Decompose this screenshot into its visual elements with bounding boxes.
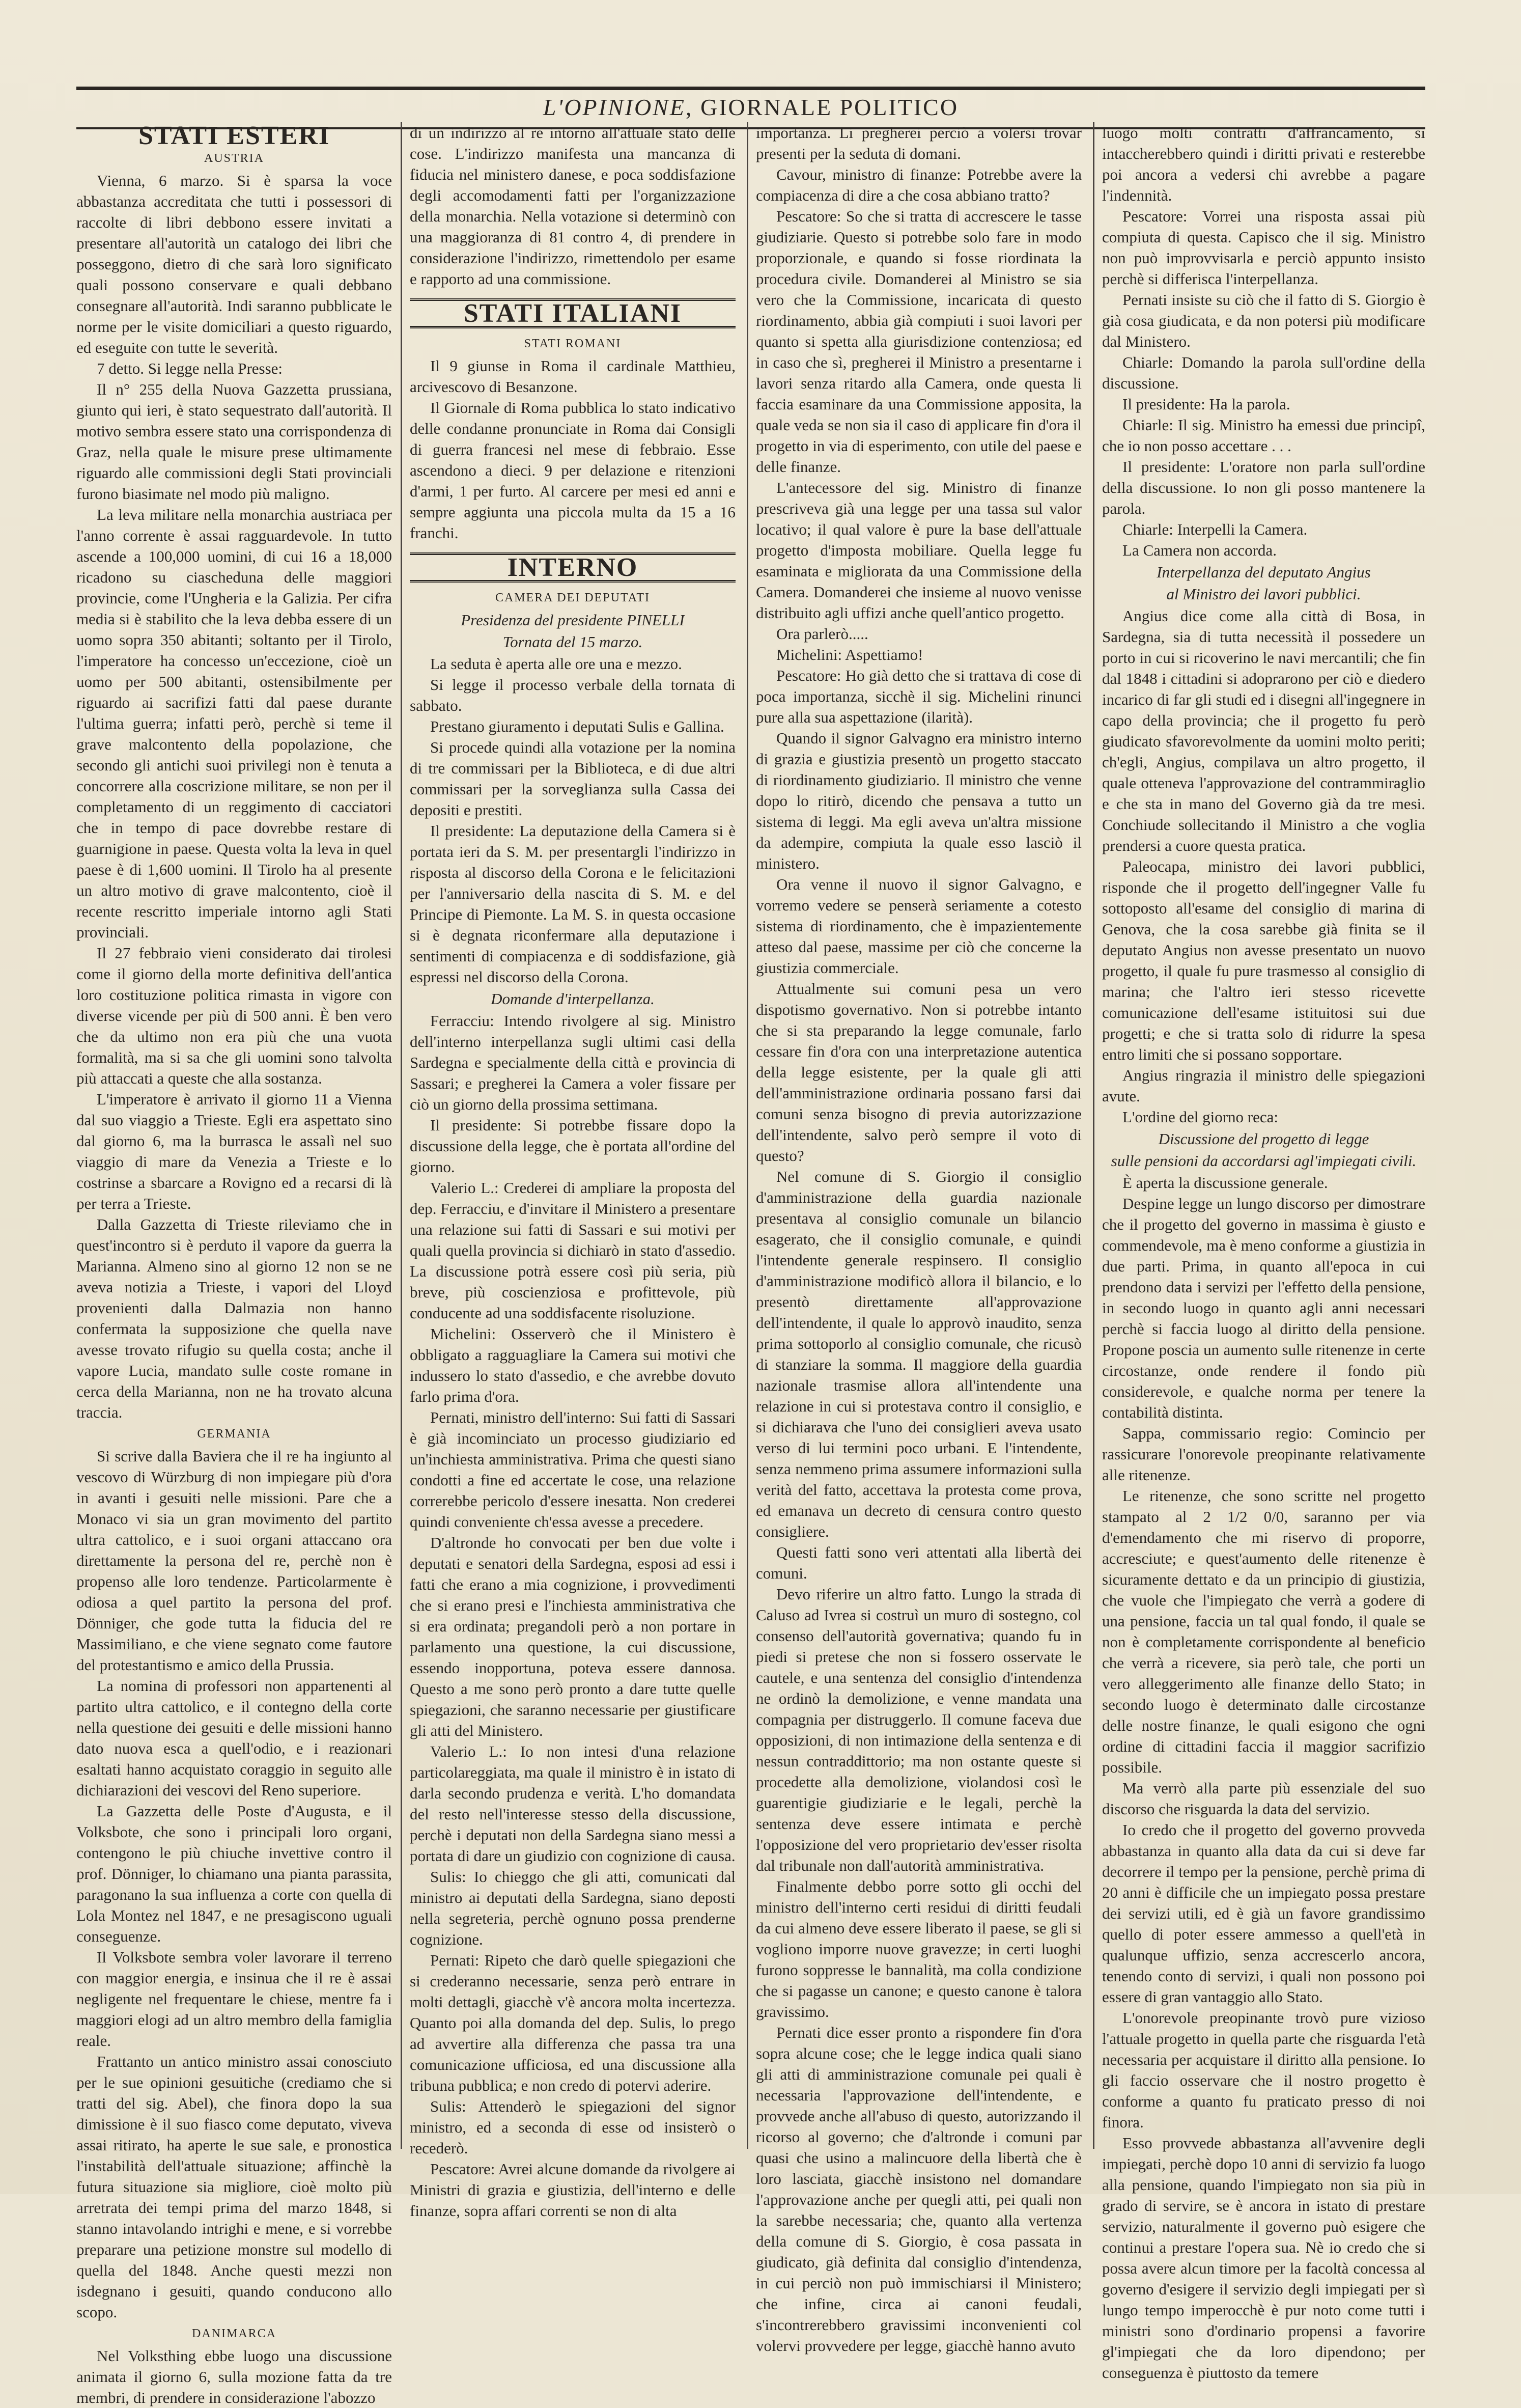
article-paragraph: Questi fatti sono veri attentati alla libertà dei comuni.	[756, 1543, 1082, 1582]
article-paragraph: Devo riferire un altro fatto. Lungo la strada di Caluso ad Ivrea si costruì un muro di sostegno, col consenso dell'autorità governativa; quando fu in piedi si pretese che non si fossero osservate le cautele, e una sentenza del consiglio d'intendenza ne ordinò la demolizione, e venne mandata una compagnia per distruggerlo. Il comune faceva due opposizioni, di non intimazione della sentenza e di nessun contraddittorio; ma non ostante queste si procedette alla demolizione, violandosi così le guarentigie giudiziarie e le legali, perchè la sentenza deve essere intimata e perchè l'opposizione del vero proprietario dev'esser risolta dal tribunale non dall'autorità amministrativa.	[756, 1585, 1082, 1874]
article-paragraph: Si procede quindi alla votazione per la nomina di tre commissari per la Biblioteca, e di due altri commissari per la sorveglianza sulla Cassa dei depositi e prestiti.	[410, 738, 736, 819]
article-paragraph: Chiarle: Interpelli la Camera.	[1122, 520, 1308, 538]
article-paragraph: Pescatore: So che si tratta di accrescere le tasse giudiziarie. Questo si potrebbe solo fare in modo proporzionale, e quando si fosse riordinata la procedura civile. Domanderei al Ministro se sia vero che la Commissione, incaricata di questo riordinamento, abbia già compiuti i suoi lavori per quanto si spetta alla giurisdizione contenziosa; ed in caso che sì, pregherei il Ministro a presentarne i lavori senza ritardo alla Camera, onde questa li faccia esaminare da una Commissione apposita, la quale veda se non sia il caso di applicare fin d'ora il progetto in via di esperimento, con utile del paese e delle finanze.	[756, 207, 1082, 476]
column-2	[410, 122, 736, 2220]
section-heading: STATI ITALIANI	[410, 298, 736, 328]
article-paragraph: Vienna, 6 marzo. Si è sparsa la voce abbastanza accreditata che tutti i possessori di raccolte di libri debbono essere invitati a presentare all'autorità un catalogo dei libri che posseggono, dietro di che sarà loro significato quali possono conservare e quali debbano consegnare all'autorità. Indi saranno pubblicate le norme per le visite domiciliari a questo riguardo, ed eseguite con tutte le severità.	[76, 172, 392, 356]
article-paragraph: Paleocapa, ministro dei lavori pubblici, risponde che il progetto dell'ingegner Valle fu sottoposto all'esame del consiglio di marina di Genova, che la cosa sarebbe già finita se il deputato Angius non avesse presentato un nuovo progetto, il quale fu pure trasmesso al consiglio di marina; che l'altro ieri stesso ricevette comunicazione dell'esame istituitosi sui due progetti; e che si tratta solo di ridurre la spesa entro limiti che si possano sopportare.	[1102, 857, 1425, 1063]
article-paragraph: Il presidente: Si potrebbe fissare dopo la discussione della legge, che è portata all'ordine del giorno.	[410, 1116, 736, 1176]
columns	[76, 121, 1425, 2406]
article-paragraph: Esso provvede abbastanza all'avvenire degli impiegati, perchè dopo 10 anni di servizio fa luogo alla pensione, quando l'impiegato non sia più in grado di servire, se è ancora in istato di prestare servizio, naturalmente il governo può esigere che continui a prestare l'opera sua. Nè io credo che si possa avere alcun timore per la facoltà concessa al governo d'esigere il servizio degli impiegati per sì lungo tempo imperocchè è pur noto come tutti i ministri sono d'ordinario propensi a favorire gl'impiegati che da loro dipendono; per conseguenza è piuttosto da temere	[1102, 2134, 1425, 2382]
article-paragraph: importanza. Li pregherei perciò a volersi trovar presenti per la seduta di domani.	[756, 124, 1082, 162]
article-paragraph: L'ordine del giorno reca:	[1122, 1108, 1278, 1126]
article-paragraph: Ora venne il nuovo il signor Galvagno, e vorremo vedere se penserà seriamente a cotesto sistema di riordinamento, che è impazientemente atteso dal paese, massime per ciò che concerne la giustizia commerciale.	[756, 875, 1082, 977]
article-paragraph: L'onorevole preopinante trovò pure vizioso l'attuale progetto in quella parte che risguarda l'età necessaria per acquistare il diritto alla pensione. Io gli faccio osservare che il nostro progetto è conforme a quanto fu praticato presso di noi finora.	[1102, 2009, 1425, 2131]
article-paragraph: L'antecessore del sig. Ministro di finanze prescriveva già una legge per una tassa sul valor locativo; il qual valore è pure la base dell'attuale progetto d'imposta mobiliare. Quella legge fu esaminata e migliorata da una Commissione della Camera. Domanderei che insieme al nuovo venisse distribuito agli uffizi anche quell'antico progetto.	[756, 479, 1082, 622]
section-heading: STATI ESTERI	[138, 121, 330, 150]
article-paragraph: La seduta è aperta alle ore una e mezzo.	[430, 655, 682, 673]
article-paragraph: Si scrive dalla Baviera che il re ha ingiunto al vescovo di Würzburg di non impiegare più d'ora in avanti i gesuiti nelle missioni. Pare che a Monaco vi sia un gran movimento del partito ultra cattolico, e i suoi organi attaccano ora direttamente la persona del re, perchè non è propenso alle loro tendenze. Particolarmente è odiosa a quel partito la persona del prof. Dönniger, che gode tutta la fiducia del re Massimiliano, e che viene segnato come fautore del protestantismo e amico della Prussia.	[76, 1447, 392, 1674]
article-paragraph: Sulis: Attenderò le spiegazioni del signor ministro, ed a seconda di esse od insisterò o recederò.	[410, 2097, 736, 2157]
article-paragraph: La leva militare nella monarchia austriaca per l'anno corrente è assai ragguardevole. In tutto ascende a 100,000 uomini, di cui 16 a 18,000 ricadono su ciascheduna delle maggiori provincie, come l'Ungheria e la Galizia. Per cifra media si è stabilito che la leva debba essere di un uomo sopra 350 abitanti; soltanto per il Tirolo, l'imperatore ha concesso un'eccezione, cioè un uomo per 500 abitanti, ostensibilmente per riguardo ai sacrifizi fatti dal paese durante l'ultima guerra; infatti però, perchè si teme il grave malcontento della popolazione, che secondo gli antichi suoi privilegi non è tenuta a concorrere alla coscrizione militare, se non per il completamento di un reggimento di cacciatori che in tempo di pace dovrebbe restare di guarnigione in paese. Questa volta la leva in quel paese è di 1,600 uomini. Il Tirolo ha al presente un altro motivo di grave malcontento, cioè il recente rescritto imperiale intorno agli Stati provinciali.	[76, 506, 392, 941]
subsection-heading: CAMERA DEI DEPUTATI	[495, 591, 651, 604]
article-paragraph: Valerio L.: Io non intesi d'una relazione particolareggiata, ma quale il ministro è in istato di darla secondo prudenza e verità. L'ho domandata del resto nell'interesse stesso della discussione, perchè i deputati non della Sardegna siano messi a portata di dare un giudizio con cognizione di causa.	[410, 1742, 736, 1865]
article-paragraph: Le ritenenze, che sono scritte nel progetto stampato al 2 1/2 0/0, saranno per via d'emendamento che mi riservo di proporre, accresciute; e quest'aumento delle ritenenze è sicuramente dettato e da un principio di giustizia, che vuole che l'impiegato che verrà a godere di una pensione, faccia un tal qual fondo, il quale se non è completamente corrispondente al beneficio che verrà a ricevere, sia però tale, che porti un vero alleggerimento alle finanze dello Stato; in secondo luogo è determinato dalle circostanze delle nostre finanze, le quali esigono che ogni ordine di cittadini faccia il maggior sacrifizio possibile.	[1102, 1487, 1425, 1776]
article-paragraph: Chiarle: Domando la parola sull'ordine della discussione.	[1102, 353, 1425, 392]
article-paragraph: Pescatore: Ho già detto che si trattava di cose di poca importanza, sicchè il sig. Michelini rinunci pure alla sua aspettazione (ilarità).	[756, 667, 1082, 726]
column-3	[756, 122, 1082, 2355]
section-heading: INTERNO	[410, 552, 736, 583]
article-paragraph: Il n° 255 della Nuova Gazzetta prussiana, giunto qui ieri, è stato sequestrato dall'autorità. Il motivo sembra essere stato una corrispondenza di Graz, nella quale le misure prese ultimamente riguardo alle commissioni degli Stati provinciali furono biasimate nel modo più maligno.	[76, 380, 392, 503]
article-paragraph: Cavour, ministro di finanze: Potrebbe avere la compiacenza di dire a che cosa abbiano tratto?	[756, 165, 1082, 204]
article-paragraph: Il 27 febbraio vieni considerato dai tirolesi come il giorno della morte definitiva dell'antica loro costituzione politica rimasta in vigore con diverse vicende per più di 500 anni. È ben vero che da ultimo non era più che una vuota formalità, ma si sa che gli uomini sono talvolta più attaccati a queste che alla sostanza.	[76, 944, 392, 1087]
article-paragraph: Ma verrò alla parte più essenziale del suo discorso che risguarda la data del servizio.	[1102, 1779, 1425, 1818]
article-paragraph: Michelini: Aspettiamo!	[776, 646, 923, 663]
article-paragraph: Il presidente: Ha la parola.	[1122, 395, 1290, 413]
article-paragraph: Ora parlerò.....	[776, 625, 868, 643]
article-paragraph: Angius dice come alla città di Bosa, in Sardegna, sia di tutta necessità il possedere un porto in cui si ricoverino le navi mercantili; che fin dal 1848 i cittadini si adoprarono per ciò e diedero incarico di far gli studi ed i disegni all'ingegnere in capo della provincia; che il progetto fu però giudicato sfavorevolmente da uomini molto periti; ch'egli, Angius, compilava un altro progetto, il quale otteneva l'approvazione del contrammiraglio e che sta in mano del Governo già da tre mesi. Conchiude sollecitando il Ministro a che voglia prendersi a cuore questa pratica.	[1102, 607, 1425, 854]
subsection-heading: STATI ROMANI	[524, 337, 622, 350]
article-paragraph: Io credo che il progetto del governo provveda abbastanza in quanto alla data da cui si deve far decorrere il tempo per la pensione, perchè prima di 20 anni è difficile che un impiegato possa prestare dei servizi utili, ed è già un favore grandissimo quello di poter essere ammesso a quell'età in qualunque uffizio, senza accrescerlo ancora, tenendo conto di servizi, i quali non possono poi essere di gran vantaggio allo Stato.	[1102, 1821, 1425, 2006]
article-paragraph: L'imperatore è arrivato il giorno 11 a Vienna dal suo viaggio a Trieste. Egli era aspettato sino dal giorno 6, ma la burrasca le assalì nel suo viaggio di mare da Venezia a Trieste e lo costrinse a sbarcare a Rovigno ed a recarsi di là per terra a Trieste.	[76, 1090, 392, 1212]
article-paragraph: Pernati insiste su ciò che il fatto di S. Giorgio è già cosa giudicata, e da non potersi più modificare dal Ministero.	[1102, 291, 1425, 350]
article-paragraph: Pernati dice esser pronto a rispondere fin d'ora sopra alcune cose; che le legge indica quali siano gli atti di amministrazione comunale pei quali è necessaria l'approvazione dell'intendente, e provvede anche all'abuso di questo, autorizzando il ricorso al governo; che d'altronde i comuni par quasi che usino a malincuore della libertà che è loro lasciata, giacchè insistono nel domandare l'approvazione anche per quegli atti, pei quali non la sarebbe necessaria; che, quanto alla vertenza della comune di S. Giorgio, è cosa passata in giudicato, già definita dal consiglio d'intendenza, in cui perciò non può immischiarsi il Ministero; che infine, circa ai canoni feudali, s'incontrerebbero gravissimi inconvenienti col volervi provvedere per legge, giacchè hanno avuto	[756, 2024, 1082, 2355]
article-paragraph: Valerio L.: Crederei di ampliare la proposta del dep. Ferracciu, e d'invitare il Ministero a presentare una relazione sui fatti di Sassari e sui motivi per quali quella provincia si dichiarò in stato d'assedio. La discussione potrà essere così più seria, più breve, più coscienziosa e profittevole, più conducente ad una soddisfacente risoluzione.	[410, 1179, 736, 1322]
article-paragraph: 7 detto. Si legge nella Presse:	[97, 359, 283, 377]
masthead-rule-top	[76, 87, 1425, 90]
masthead-title	[76, 94, 1425, 121]
article-paragraph: Michelini: Osserverò che il Ministero è obbligato a ragguagliare la Camera sui motivi che indussero lo stato d'assedio, e che avrebbe dovuto farlo prima d'ora.	[410, 1325, 736, 1405]
subsection-heading: Interpellanza del deputato Angius	[1157, 563, 1371, 581]
masthead-title-italic: L'OPINIONE	[543, 94, 686, 120]
article-paragraph: Finalmente debbo porre sotto gli occhi del ministro dell'interno certi residui di diritti feudali da cui almeno deve essere liberato il paese, se gli si vogliono imporre nuove gravezze; in certi luoghi furono soppresse le bannalità, ma colla condizione che si pagasse un canone; e questo canone è talora gravissimo.	[756, 1877, 1082, 2020]
article-paragraph: Sulis: Io chieggo che gli atti, comunicati dal ministro ai deputati della Sardegna, siano deposti nella segreteria, perchè ognuno possa prenderne cognizione.	[410, 1868, 736, 1948]
article-paragraph: Chiarle: Il sig. Ministro ha emessi due principî, che io non posso accettare . . .	[1102, 416, 1425, 455]
presidency-line: Presidenza del presidente PINELLI	[461, 611, 685, 629]
article-paragraph: Il presidente: L'oratore non parla sull'ordine della discussione. Io non gli posso mantenere la parola.	[1102, 458, 1425, 517]
subsection-heading: GERMANIA	[197, 1427, 271, 1441]
article-paragraph: La Gazzetta delle Poste d'Augusta, e il Volksbote, che sono i principali loro organi, contengono le più chiuche invettive contro il prof. Dönniger, lo chiamano una pianta parassita, paragonano la sua influenza a corte con quella di Lola Montez nel 1847, e ne presagiscono uguali conseguenze.	[76, 1802, 392, 1945]
article-paragraph: Pernati: Ripeto che darò quelle spiegazioni che si crederanno necessarie, senza però entrare in molti dettagli, giacchè v'è ancora molta incertezza. Quanto poi alla domanda del dep. Sulis, lo prego ad avvertire alla differenza che passa tra una comunicazione ufficiosa, ed una discussione alla tribuna pubblica; e non credo di potervi aderire.	[410, 1951, 736, 2094]
subsection-heading: DANIMARCA	[191, 2327, 276, 2340]
article-paragraph: Prestano giuramento i deputati Sulis e Gallina.	[430, 717, 724, 735]
article-paragraph: D'altronde ho convocati per ben due volte i deputati e senatori della Sardegna, esposi ad essi i fatti che erano a mia cognizione, i provvedimenti che si erano presi e l'inchiesta amministrativa che si era ordinata; pregandoli però a non portare in parlamento una questione, la cui discussione, essendo inopportuna, poteva essere dannosa. Questo a me sono però pronto a dare tutte quelle spiegazioni, che saranno necessarie per giustificare gli atti del Ministero.	[410, 1534, 736, 1739]
article-paragraph: Pescatore: Avrei alcune domande da rivolgere ai Ministri di grazia e giustizia, dell'interno e delle finanze, sopra affari correnti se non di alta	[410, 2160, 736, 2220]
article-paragraph: Sappa, commissario regio: Comincio per rassicurare l'onorevole preopinante relativamente alle ritenenze.	[1102, 1424, 1425, 1484]
article-paragraph: Pescatore: Vorrei una risposta assai più compiuta di questa. Capisco che il sig. Ministro non può improvvisarla e perciò appunto insisto perchè si differisca l'interpellanza.	[1102, 207, 1425, 288]
article-paragraph: Attualmente sui comuni pesa un vero dispotismo governativo. Non si potrebbe intanto che si sta preparando la legge comunale, farlo cessare fin d'ora con una interpretazione autentica della legge esistente, per la quale gli atti dell'amministrazione ordinaria possano farsi dai comuni senza bisogno di previa autorizzazione dell'intendente, salvo però sempre il voto di questo?	[756, 980, 1082, 1165]
article-paragraph: Ferracciu: Intendo rivolgere al sig. Ministro dell'interno interpellanza sugli ultimi casi della Sardegna e specialmente della città e provincia di Sassari; e pregherei la Camera a voler fissare per ciò un giorno della prossima settimana.	[410, 1012, 736, 1113]
article-paragraph: Il Volksbote sembra voler lavorare il terreno con maggior energia, e insinua che il re è assai negligente nel frequentare le chiese, mentre fa i maggiori elogi ad un altro membro della famiglia reale.	[76, 1948, 392, 2050]
masthead-title-rest: , GIORNALE POLITICO	[685, 94, 959, 120]
article-paragraph: Si legge il processo verbale della tornata di sabbato.	[410, 676, 736, 714]
article-paragraph: Il Giornale di Roma pubblica lo stato indicativo delle condanne pronunciate in Roma dai Consigli di guerra francesi nel mese di febbraio. Esse ascendono a dieci. 9 per delazione e ritenzioni d'armi, 1 per furto. Al carcere per mesi ed anni e sempre aggiunta una piccola multa da 15 a 16 franchi.	[410, 399, 736, 542]
article-paragraph: di un indirizzo al re intorno all'attuale stato delle cose. L'indirizzo manifesta una mancanza di fiducia nel ministero danese, e poca soddisfazione degli accomodamenti fatti per l'organizzazione della monarchia. Nella votazione si determinò con una maggioranza di 81 contro 4, di prendere in considerazione l'indirizzo, rimettendolo per esame e rapporto ad una commissione.	[410, 124, 736, 288]
article-paragraph: Il presidente: La deputazione della Camera si è portata ieri da S. M. per presentargli l'indirizzo in risposta al discorso della Corona e le felicitazioni per l'anniversario della nascita di S. M. e del Principe di Piemonte. La M. S. in questa occasione si è degnata riconfermare alla deputazione i sentimenti di compiacenza e di soddisfazione, già espressi nel discorso della Corona.	[410, 822, 736, 986]
column-1	[76, 121, 392, 2406]
article-paragraph: Angius ringrazia il ministro delle spiegazioni avute.	[1102, 1066, 1425, 1105]
article-paragraph: È aperta la discussione generale.	[1122, 1174, 1328, 1192]
subsection-heading: AUSTRIA	[204, 152, 264, 165]
article-paragraph: Quando il signor Galvagno era ministro interno di grazia e giustizia presentò un progetto staccato di riordinamento giudiziario. Il ministro che venne dopo lo ritirò, dicendo che pensava a tutto un sistema di leggi. Ma egli aveva un'altra missione da adempire, compiuta la quale esso lasciò il ministero.	[756, 729, 1082, 872]
article-paragraph: Dalla Gazzetta di Trieste rileviamo che in quest'incontro si è perduto il vapore da guerra la Marianna. Almeno sino al giorno 12 non se ne aveva notizia a Trieste, i vapori del Lloyd provenienti dalla Dalmazia non hanno confermata la supposizione che quella nave avesse trovato rifugio su quella costa; anche il vapore Lucia, mandato sulle coste romane in cerca della Marianna, non ne ha trovato alcuna traccia.	[76, 1215, 392, 1421]
article-paragraph: Frattanto un antico ministro assai conosciuto per le sue opinioni gesuitiche (crediamo che si tratti del sig. Abel), che finora dopo la sua dimissione è il suo fiasco come deputato, viveva assai ritirato, ha aperte le sue sale, e pronostica l'instabilità dell'attuale situazione; affinchè la futura situazione sia migliore, cioè molto più arretrata dei tempi prima del marzo 1848, si stanno intavolando intrighi e mene, e si vorrebbe preparare una petizione monstre sul modello di quella del 1848. Anche questi mezzi non isdegnano i gesuiti, quando conducono allo scopo.	[76, 2053, 392, 2321]
article-paragraph: Pernati, ministro dell'interno: Sui fatti di Sassari è già incominciato un processo giudiziario ed un'inchiesta amministrativa. Prima che questi siano condotti a fine ed accertate le cose, una relazione correrebbe pericolo d'essere inesatta. Non crederei quindi conveniente ch'essa avesse a precedere.	[410, 1408, 736, 1531]
article-paragraph: Il 9 giunse in Roma il cardinale Matthieu, arcivescovo di Besanzone.	[410, 357, 736, 396]
article-paragraph: Nel Volksthing ebbe luogo una discussione animata il giorno 6, sulla mozione fatta da tre membri, di prendere in considerazione l'abozzo	[76, 2347, 392, 2406]
article-paragraph: La nomina di professori non appartenenti al partito ultra cattolico, e il contegno della corte nella questione dei gesuiti e delle missioni hanno dato nuova esca a quell'odio, e i reazionari esaltati hanno acquistato coraggio in seguito alle dichiarazioni dei vescovi del Reno superiore.	[76, 1677, 392, 1799]
article-paragraph: Despine legge un lungo discorso per dimostrare che il progetto del governo in massima è giusto e commendevole, ma è meno conforme a giustizia in due parti. Prima, in quanto all'epoca in cui prendono data i servizi per l'effetto della pensione, in secondo luogo in quanto agli anni necessari perchè si faccia luogo al diritto della pensione. Propone poscia un aumento sulle ritenenze in certe circostanze, onde rendere il fondo più considerevole, e qualche norma per tenere la contabilità distinta.	[1102, 1195, 1425, 1421]
subsection-heading: Discussione del progetto di legge	[1158, 1130, 1369, 1148]
article-paragraph: La Camera non accorda.	[1122, 541, 1277, 559]
article-paragraph: Nel comune di S. Giorgio il consiglio d'amministrazione della guardia nazionale presentava al consiglio comunale un bilancio esagerato, che il consiglio comunale, e quindi l'intendente generale respinsero. Il consiglio d'amministrazione modificò allora il bilancio, e lo presentò direttamente all'approvazione dell'intendente, il quale lo approvò inaudito, senza prima sottoporlo al consiglio comunale, che ricusò di stanziare la somma. Il maggiore della guardia nazionale trasmise allora all'intendente una relazione in cui si protestava contro il consiglio, e si dichiarava che l'uno dei consiglieri aveva usato verso di lui termini poco urbani. E l'intendente, senza nemmeno prima assumere informazioni sulla verità del fatto, accettava la protesta come prova, ed emanava un decreto di censura contro questo consigliere.	[756, 1168, 1082, 1540]
subsection-heading: Domande d'interpellanza.	[491, 990, 655, 1008]
session-date: Tornata del 15 marzo.	[502, 633, 643, 651]
article-paragraph: luogo molti contratti d'affrancamento, si intaccherebbero quindi i diritti privati e resterebbe poi ancora a vedersi chi avrebbe a pagare l'indennità.	[1102, 124, 1425, 204]
subsection-heading: sulle pensioni da accordarsi agl'impiegati civili.	[1111, 1152, 1417, 1170]
column-4	[1102, 122, 1425, 2382]
subsection-heading: al Ministro dei lavori pubblici.	[1166, 585, 1361, 603]
